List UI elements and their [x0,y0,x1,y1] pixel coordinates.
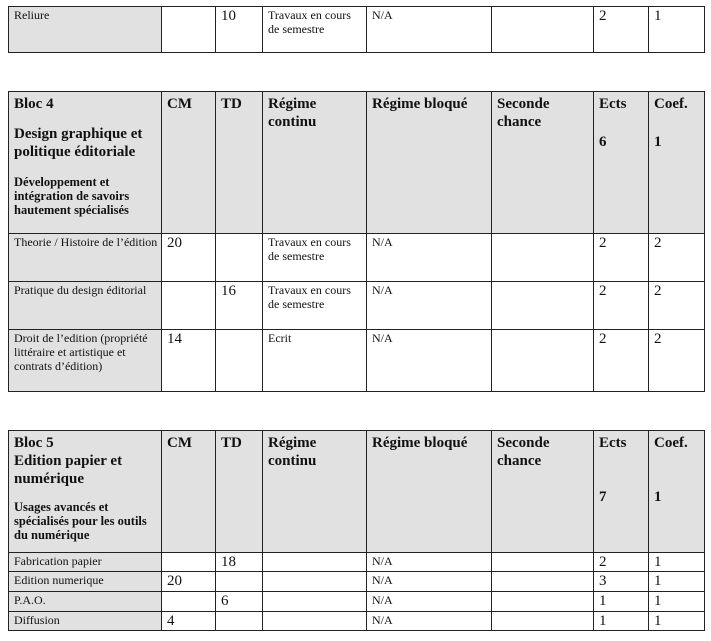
seconde-header: Seconde chance [492,92,594,234]
bloc5-coef-total: 1 [654,489,662,505]
coef-header [649,92,705,234]
ects-cell: 2 [594,282,649,330]
ects-cell: 3 [594,572,649,592]
continu-cell: Travaux en cours de semestre [263,282,367,330]
coef-cell: 1 [649,612,705,631]
ects-cell: 2 [594,330,649,392]
ects-cell: 1 [594,592,649,612]
bloc5-title: Bloc 5 [14,435,54,451]
table-row [9,592,705,612]
coef-cell: 2 [649,282,705,330]
table-row [9,572,705,592]
table-row [9,234,705,282]
bloque-cell: N/A [367,572,492,592]
bloc4-description: Développement et intégration de savoirs hautement spécialisés [14,175,130,217]
td-header: TD [216,92,263,234]
bloc4-subtitle: Design graphique et politique éditoriale [14,126,143,160]
table-row [9,282,705,330]
coef-header [649,431,705,553]
continu-cell [263,592,367,612]
bloque-cell: N/A [367,234,492,282]
continu-cell: Ecrit [263,330,367,392]
ects-cell: 2 [594,553,649,572]
continu-header: Régime continu [263,431,367,553]
ects-label: Ects [599,435,627,451]
coef-label: Coef. [654,435,688,451]
ects-header [594,92,649,234]
ects-cell: 2 [594,7,649,53]
seconde-cell [492,234,594,282]
bloque-cell: N/A [367,592,492,612]
cm-cell: 4 [162,612,216,631]
coef-cell: 1 [649,7,705,53]
bloc4-ects-total: 6 [599,134,607,150]
cm-header: CM [162,92,216,234]
seconde-cell [492,612,594,631]
course-name: Pratique du design éditorial [9,282,162,330]
course-name: P.A.O. [9,592,162,612]
coef-cell: 1 [649,553,705,572]
td-cell [216,572,263,592]
coef-label: Coef. [654,96,688,112]
course-name: Edition numerique [9,572,162,592]
bloc5-subtitle: Edition papier et numérique [14,453,123,487]
continu-header: Régime continu [263,92,367,234]
bloc5-header-row [9,431,705,553]
table-row [9,7,705,53]
td-header: TD [216,431,263,553]
bloc5-description: Usages avancés et spécialisés pour les outils du numérique [14,500,147,542]
bloque-header: Régime bloqué [367,92,492,234]
bloque-cell: N/A [367,612,492,631]
course-name: Diffusion [9,612,162,631]
td-cell: 6 [216,592,263,612]
cm-cell: 20 [162,572,216,592]
continu-cell [263,612,367,631]
cm-cell [162,553,216,572]
seconde-cell [492,330,594,392]
coef-cell: 1 [649,592,705,612]
cm-cell [162,282,216,330]
seconde-cell [492,592,594,612]
bloque-cell: N/A [367,553,492,572]
bloc4-table [8,91,705,392]
bloc4-title-cell [9,92,162,234]
continu-cell [263,553,367,572]
coef-cell: 2 [649,330,705,392]
seconde-cell [492,572,594,592]
course-name: Droit de l’edition (propriété littéraire et artistique et contrats d’édition) [9,330,162,392]
course-name: Reliure [9,7,162,53]
ects-header [594,431,649,553]
bloc5-ects-total: 7 [599,489,607,505]
table-row [9,553,705,572]
ects-cell: 1 [594,612,649,631]
td-cell [216,612,263,631]
bloque-cell: N/A [367,282,492,330]
continu-cell: Travaux en cours de semestre [263,234,367,282]
cm-cell: 14 [162,330,216,392]
bloque-cell: N/A [367,330,492,392]
course-name: Fabrication papier [9,553,162,572]
seconde-cell [492,553,594,572]
table-row [9,330,705,392]
bloc5-table [8,430,705,631]
top-table [8,6,705,53]
td-cell [216,234,263,282]
course-name: Theorie / Histoire de l’édition [9,234,162,282]
td-cell: 18 [216,553,263,572]
bloque-header: Régime bloqué [367,431,492,553]
cm-cell [162,7,216,53]
bloque-cell: N/A [367,7,492,53]
continu-cell: Travaux en cours de semestre [263,7,367,53]
cm-header: CM [162,431,216,553]
td-cell: 16 [216,282,263,330]
seconde-cell [492,7,594,53]
ects-cell: 2 [594,234,649,282]
seconde-header: Seconde chance [492,431,594,553]
coef-cell: 1 [649,572,705,592]
bloc4-header-row [9,92,705,234]
continu-cell [263,572,367,592]
seconde-cell [492,282,594,330]
bloc4-title: Bloc 4 [14,96,54,112]
cm-cell [162,592,216,612]
bloc4-coef-total: 1 [654,134,662,150]
cm-cell: 20 [162,234,216,282]
ects-label: Ects [599,96,627,112]
bloc5-title-cell [9,431,162,553]
table-row [9,612,705,631]
coef-cell: 2 [649,234,705,282]
td-cell: 10 [216,7,263,53]
td-cell [216,330,263,392]
